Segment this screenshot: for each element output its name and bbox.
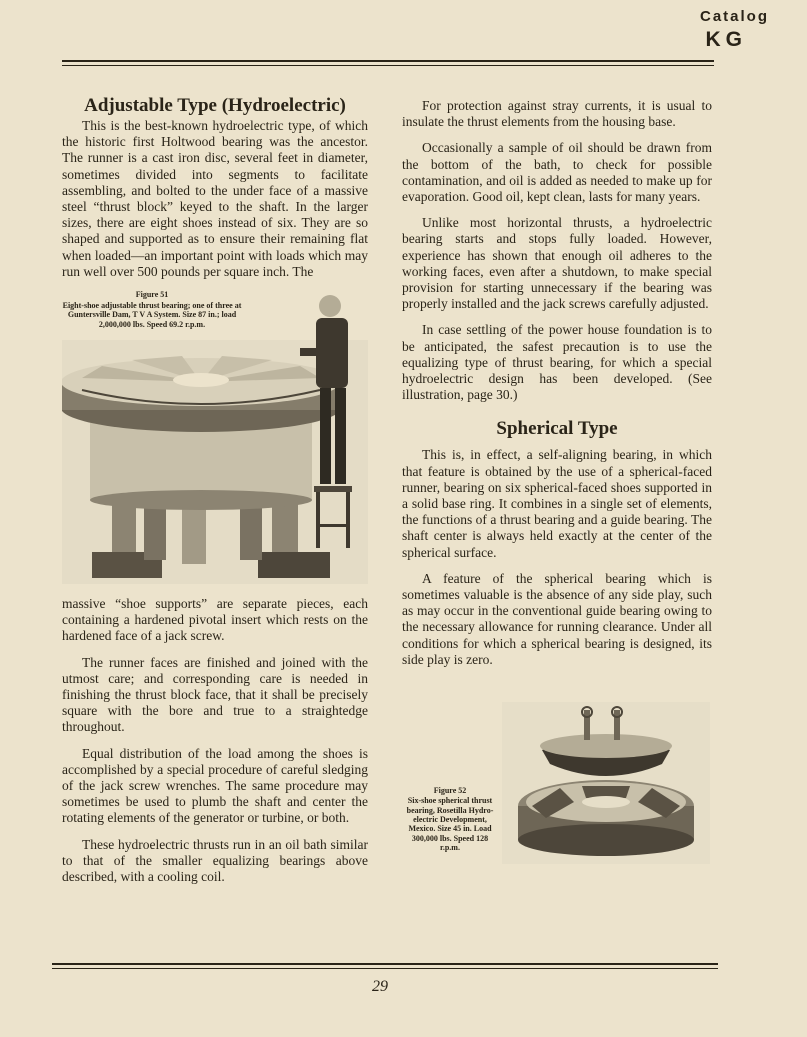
paragraph: A feature of the spherical bearing which is sometimes valuable is the absence of any side play, such as may occur in the conventional guide bearing owing to the necessary allowance for running clearance. Under all conditions for which a spherical bearing is designed, its side play is zero. bbox=[402, 570, 712, 667]
paragraph: Occasionally a sample of oil should be drawn from the bottom of the bath, to check for possible contamination, and oil is added as needed to make up for evaporation. Good oil, kept clean, lasts for many years. bbox=[402, 140, 712, 205]
header-rule-thick bbox=[62, 60, 714, 62]
paragraph: These hydroelectric thrusts run in an oil bath similar to that of the smaller equalizing bearings above described, with a cooling coil. bbox=[62, 836, 368, 885]
figure-52-title: Figure 52 bbox=[433, 786, 467, 796]
paragraph: The runner faces are finished and joined with the utmost care; and corresponding care is needed in finishing the thrust block face, that it shall be precisely square with the bore and true to a straightedge throughout. bbox=[62, 654, 368, 735]
figure-52-photo bbox=[502, 702, 710, 864]
figure-51-photo bbox=[62, 290, 368, 584]
paragraph: For protection against stray currents, it is usual to insulate the thrust elements from the housing base. bbox=[402, 98, 712, 130]
catalog-label: Catalog bbox=[699, 8, 769, 25]
figure-52 bbox=[402, 702, 720, 864]
footer-rule-thin bbox=[52, 968, 718, 969]
section-heading-adjustable: Adjustable Type (Hydroelectric) bbox=[84, 95, 346, 116]
right-column bbox=[402, 98, 712, 864]
paragraph: This is, in effect, a self-aligning bearing, in which that feature is obtained by the use of a spherical-faced runner, bearing on six spherical-faced shoes supported in a solid base ring. It combines in a single set of elements, the functions of a thrust bearing and a guide bearing. The shaft center is always held exactly at the center of the spherical surface. bbox=[402, 447, 712, 560]
paragraph: Equal distribution of the load among the shoes is accomplished by a special procedure of careful sledging of the jack screw wrenches. The same procedure may sometimes be used to plumb the shaft and center the rotating elements of the generator or turbine, or both. bbox=[62, 745, 368, 826]
paragraph: Unlike most horizontal thrusts, a hydroelectric bearing starts and stops fully loaded. However, experience has shown that enough oil adheres to the working faces, even after a shutdown, to make special provision for starting unnecessary if the bearing was properly installed and the jack screws carefully adjusted. bbox=[402, 215, 712, 312]
paragraph: This is the best-known hydroelectric type, of which the historic first Holtwood bearing was the ancestor. The runner is a cast iron disc, several feet in diameter, sometimes divided into segments to facilitate assembling, and bolted to the under face of a massive steel “thrust block” keyed to the shaft. In the larger sizes, there are eight shoes instead of six. They are so shaped and supported as to ensure their remaining flat when loaded—an important point with loads which may run well over 500 pounds per square inch. The bbox=[62, 118, 368, 279]
section-heading-spherical: Spherical Type bbox=[496, 418, 618, 440]
figure-51-title: Figure 51 bbox=[135, 290, 169, 300]
catalog-code: KG bbox=[705, 28, 747, 51]
figure-51-caption bbox=[62, 290, 242, 329]
paragraph: In case settling of the power house foundation is to be anticipated, the safest precaution is to use the equalizing type of thrust bearing, for which a special hydroelectric design has been developed. (See illustration, page 30.) bbox=[402, 322, 712, 403]
figure-52-caption bbox=[402, 786, 498, 852]
figure-51-caption-text: Eight-shoe adjustable thrust bearing; one of three at Guntersville Dam, T V A System. Size 87 in.; load 2,000,000 lbs. Speed 69.2 r.p.m. bbox=[62, 300, 242, 329]
paragraph: massive “shoe supports” are separate pieces, each containing a hardened pivotal insert which rests on the hardened face of a jack screw. bbox=[62, 596, 368, 644]
footer-rule-thick bbox=[52, 963, 718, 965]
left-column bbox=[62, 94, 368, 895]
figure-52-caption-text: Six-shoe spherical thrust bearing, Rosetilla Hydro-electric Development, Mexico. Size 45 in. Load 300,000 lbs. Speed 128 r.p.m. bbox=[406, 796, 494, 852]
figure-51 bbox=[62, 290, 368, 584]
page-number: 29 bbox=[372, 978, 388, 995]
header-rule-thin bbox=[62, 65, 714, 66]
